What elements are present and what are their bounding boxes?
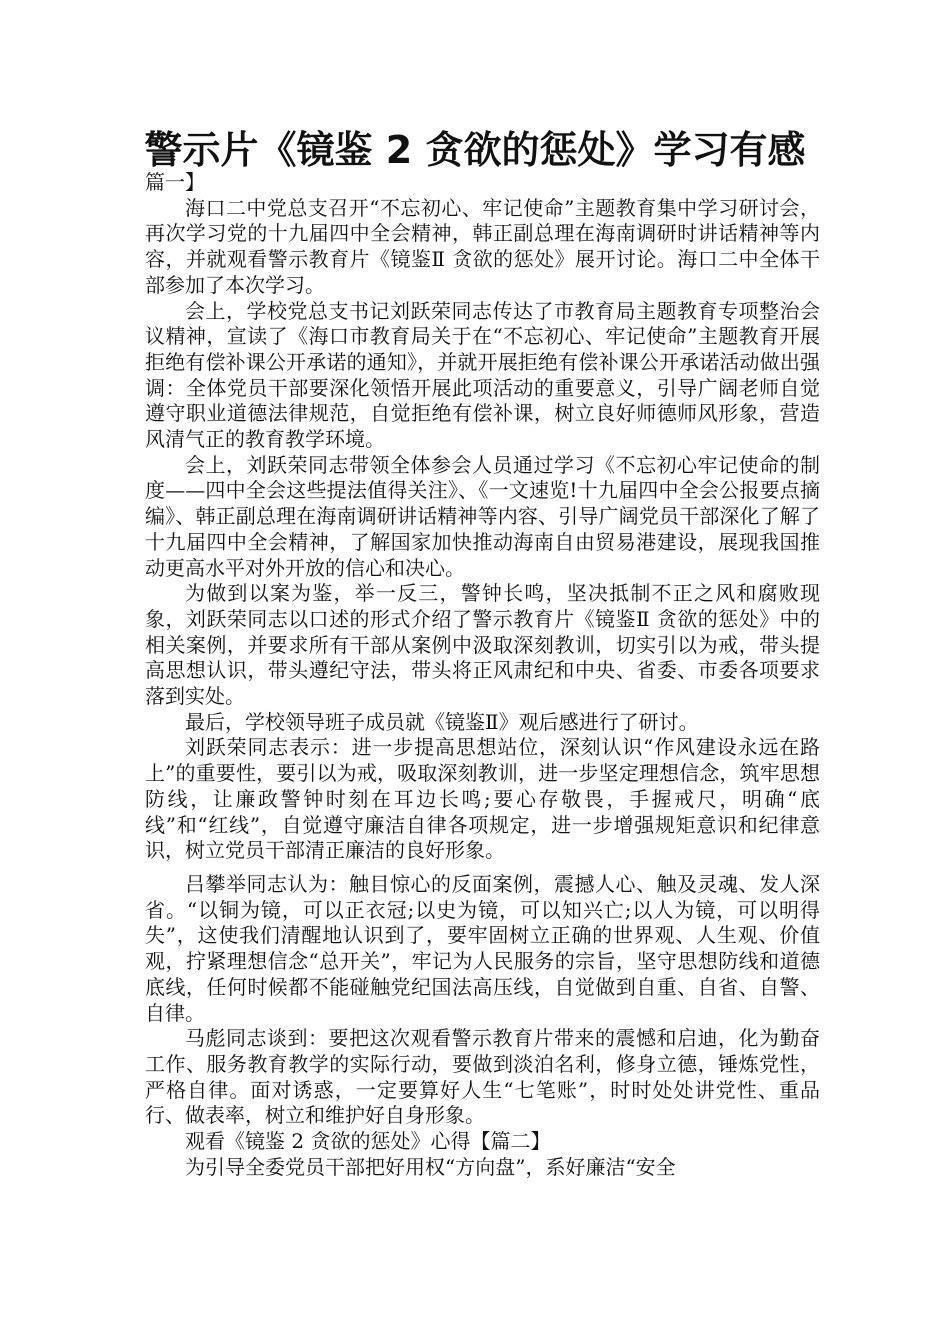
closing-fragment: 为引导全委党员干部把好用权“方向盘”，系好廉洁“安全: [185, 1154, 676, 1179]
document-body: [145, 170, 820, 1180]
paragraph-3: 会上，刘跃荣同志带领全体参会人员通过学习《不忘初心牢记使命的制度——四中全会这些提法值得关注》、《一文速览!十九届四中全会公报要点摘编》、韩正副总理在海南调研讲话精神等内容、引导广阔党员干部深化了解了十九届四中全会精神，了解国家加快推动海南自由贸易港建设，展现我国推动更高水平对外开放的信心和决心。: [145, 452, 820, 580]
paragraph-7: 吕攀举同志认为：触目惊心的反面案例，震撼人心、触及灵魂、发人深省。“以铜为镜，可以正衣冠;以史为镜，可以知兴亡;以人为镜，可以明得失”，这使我们清醒地认识到了，要牢固树立正确的世界观、人生观、价值观，拧紧理想信念“总开关”，牢记为人民服务的宗旨，坚守思想防线和道德底线，任何时候都不能碰触党纪国法高压线，自觉做到自重、自省、自警、自律。: [145, 871, 820, 1025]
paragraph-6: 刘跃荣同志表示：进一步提高思想站位，深刻认识“作风建设永远在路上”的重要性，要引以为戒，吸取深刻教训，进一步坚定理想信念，筑牢思想防线，让廉政警钟时刻在耳边长鸣;要心存敬畏，手握戒尺，明确“底线”和“红线”，自觉遵守廉洁自律各项规定，进一步增强规矩意识和纪律意识，树立党员干部清正廉洁的良好形象。: [145, 735, 820, 863]
paragraph-1: 海口二中党总支召开“不忘初心、牢记使命”主题教育集中学习研讨会，再次学习党的十九届四中全会精神，韩正副总理在海南调研时讲话精神等内容，并就观看警示教育片《镜鉴Ⅱ 贪欲的惩处》展开讨论。海口二中全体干部参加了本次学习。: [145, 195, 820, 297]
document-title: 警示片《镜鉴 2 贪欲的惩处》学习有感: [144, 128, 806, 172]
paragraph-5: 最后，学校领导班子成员就《镜鉴Ⅱ》观后感进行了研讨。: [185, 709, 699, 734]
section-one-heading: 篇一】: [145, 170, 205, 194]
section-two-heading: 观看《镜鉴 2 贪欲的惩处》心得【篇二】: [185, 1129, 551, 1154]
paragraph-4: 为做到以案为鉴，举一反三，警钟长鸣，坚决抵制不正之风和腐败现象，刘跃荣同志以口述的形式介绍了警示教育片《镜鉴Ⅱ 贪欲的惩处》中的相关案例，并要求所有干部从案例中汲取深刻教训，切实引以为戒，带头提高思想认识，带头遵纪守法，带头将正风肃纪和中央、省委、市委各项要求落到实处。: [145, 581, 820, 709]
paragraph-2: 会上，学校党总支书记刘跃荣同志传达了市教育局主题教育专项整治会议精神，宣读了《海口市教育局关于在“不忘初心、牢记使命”主题教育开展拒绝有偿补课公开承诺的通知》，并就开展拒绝有偿补课公开承诺活动做出强调：全体党员干部要深化领悟开展此项活动的重要意义，引导广阔老师自觉遵守职业道德法律规范，自觉拒绝有偿补课，树立良好师德师风形象，营造风清气正的教育教学环境。: [145, 298, 820, 452]
paragraph-8: 马彪同志谈到：要把这次观看警示教育片带来的震憾和启迪，化为勤奋工作、服务教育教学的实际行动，要做到淡泊名利，修身立德，锤炼党性，严格自律。面对诱惑，一定要算好人生“七笔账”，时时处处讲党性、重品行、做表率，树立和维护好自身形象。: [145, 1026, 820, 1128]
